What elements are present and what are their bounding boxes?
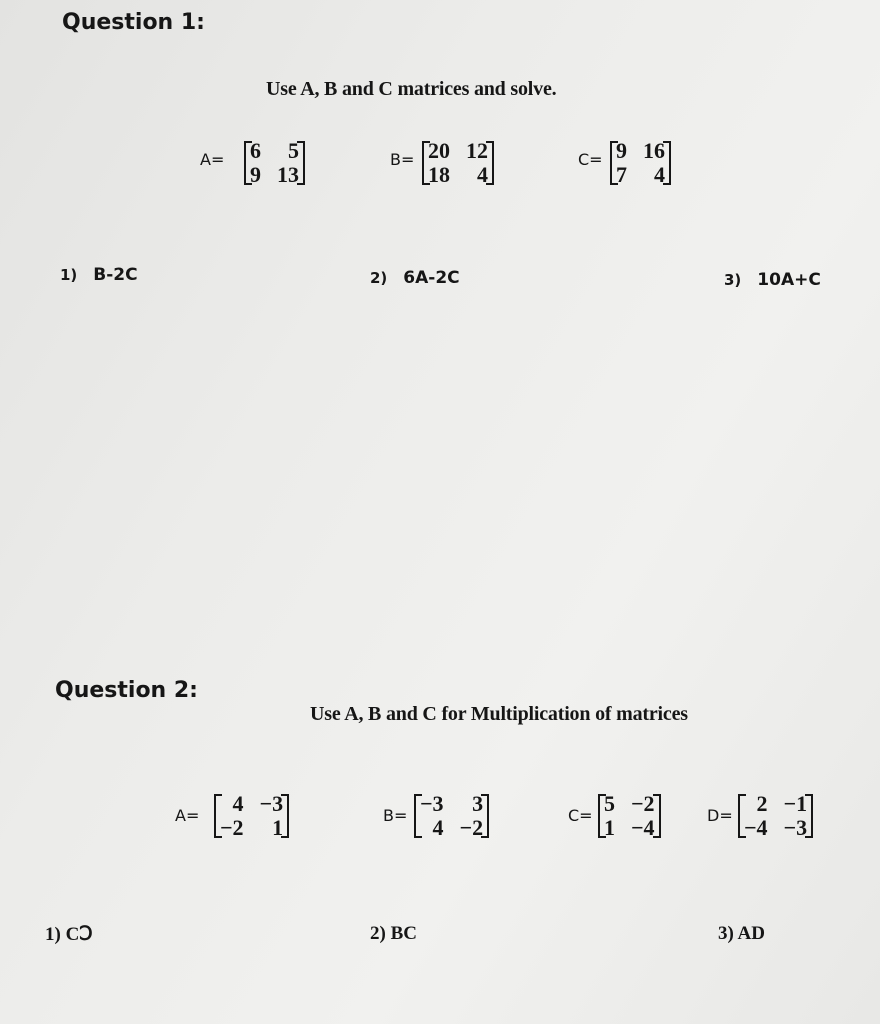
problem-expression: 6A-2C [403, 268, 460, 288]
problem-number: 3) [718, 923, 734, 944]
matrix-cell: 5 [604, 791, 615, 816]
matrix-cell: 13 [277, 162, 299, 187]
matrix-cell: 16 [643, 138, 665, 163]
matrix-cell: −3 [420, 791, 444, 816]
problem-number: 3) [724, 271, 742, 289]
problem-number: 1) [60, 266, 78, 284]
matrix-cell: 4 [477, 162, 488, 187]
question-2-problem-2 [370, 923, 417, 945]
matrix-cell: 2 [756, 791, 768, 816]
matrix-cell: 12 [466, 138, 488, 163]
question-1-title: Question 1: [62, 10, 205, 35]
question-1-problem-2 [370, 268, 460, 288]
matrix-cell: 1 [272, 815, 284, 840]
matrix-cell: 18 [428, 162, 450, 187]
matrix-d-label: D= [707, 806, 733, 825]
matrix-cell: −2 [459, 815, 484, 840]
question-1-problem-3 [724, 270, 821, 290]
matrix-cell: 1 [604, 815, 615, 840]
question-2-title: Question 2: [55, 678, 198, 703]
matrix-cell: 3 [472, 791, 484, 816]
problem-expression: CↃ [65, 924, 93, 945]
matrix-cell: 9 [250, 162, 261, 187]
problem-number: 2) [370, 923, 386, 944]
matrix-b-label: B= [390, 150, 415, 169]
matrix-cell: 5 [288, 138, 299, 163]
matrix-d [738, 792, 813, 840]
matrix-cell: −4 [744, 815, 768, 840]
matrix-cell: 6 [250, 138, 261, 163]
problem-number: 1) [45, 924, 61, 945]
matrix-a [244, 139, 305, 187]
problem-expression: AD [737, 923, 765, 944]
problem-expression: BC [390, 923, 417, 944]
matrix-cell: −2 [631, 791, 655, 816]
matrix-b-label: B= [383, 806, 408, 825]
matrix-cell: 4 [232, 791, 244, 816]
problem-number: 2) [370, 269, 388, 287]
matrix-cell: 20 [428, 138, 450, 163]
matrix-cell: 9 [616, 138, 627, 163]
matrix-a [214, 792, 289, 840]
matrix-cell: −2 [220, 815, 244, 840]
matrix-cell: 7 [616, 162, 627, 187]
problem-expression: 10A+C [757, 270, 821, 290]
matrix-cell: 4 [432, 815, 444, 840]
matrix-cell: −3 [783, 815, 808, 840]
matrix-c [610, 139, 671, 187]
question-2-problem-3 [718, 923, 765, 945]
matrix-cell: −4 [631, 815, 655, 840]
matrix-cell: 4 [654, 162, 665, 187]
problem-expression: B-2C [93, 265, 138, 285]
question-1-instruction: Use A, B and C matrices and solve. [266, 78, 557, 100]
matrix-c [598, 792, 661, 840]
question-2-problem-1 [45, 923, 93, 946]
matrix-b [422, 139, 494, 187]
question-1-problem-1 [60, 265, 138, 285]
matrix-c-label: C= [578, 150, 603, 169]
matrix-cell: −1 [783, 791, 808, 816]
question-2-instruction: Use A, B and C for Multiplication of matrices [310, 703, 688, 725]
matrix-a-label: A= [175, 806, 200, 825]
matrix-cell: −3 [259, 791, 284, 816]
matrix-a-label: A= [200, 150, 225, 169]
matrix-b [414, 792, 489, 840]
matrix-c-label: C= [568, 806, 593, 825]
